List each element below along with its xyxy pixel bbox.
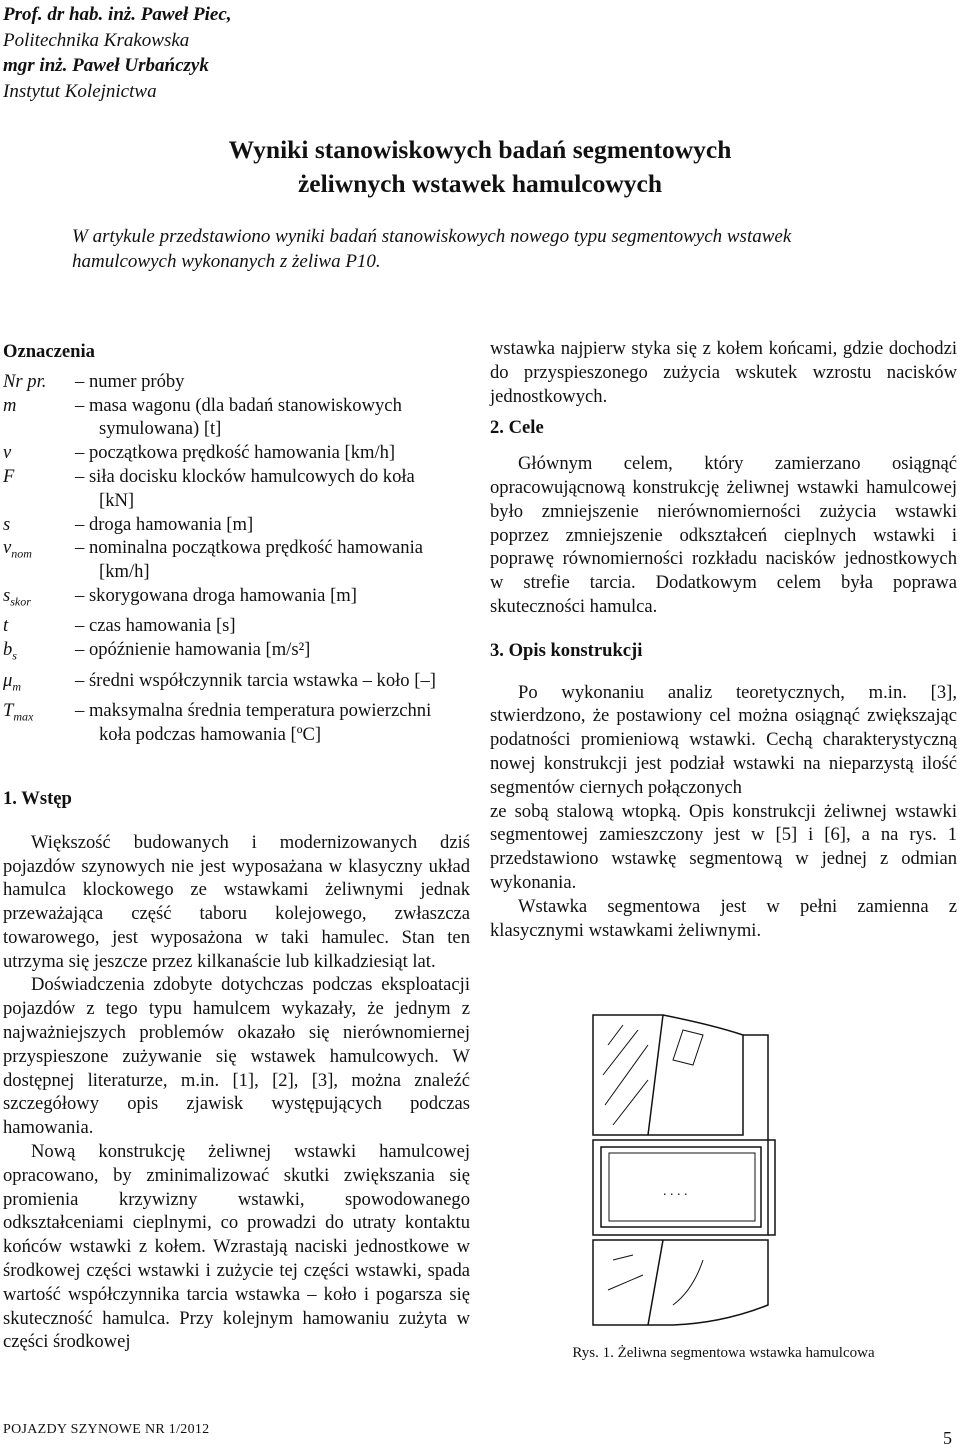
notation-definition: – masa wagonu (dla badań stanowiskowych symulowana) [t] — [75, 394, 402, 440]
notation-definition: – opóźnienie hamowania [m/s²] — [75, 639, 311, 661]
title-line-2: żeliwnych wstawek hamulcowych — [297, 169, 663, 198]
continued-paragraph: wstawka najpierw styka się z kołem końcami, gdzie dochodzi do przyspieszonego zużycia wskutek wzrostu nacisków jednostkowych. — [490, 338, 957, 407]
notation-item — [3, 465, 470, 513]
notation-definition: – droga hamowania [m] — [75, 513, 254, 535]
intro-paragraph-2: Doświadczenia zdobyte dotychczas podczas eksploatacji pojazdów z tego typu hamulcem wykazały, że jednym z najważniejszych problemów okazało się nierównomiernej przyspieszone zużywanie się wstawek hamulcowych. W dostępnej literaturze, m.in. [1], [2], [3], można znaleźć szczegółowy opis zjawisk występujących podczas hamowania. — [3, 974, 470, 1139]
abstract: W artykule przedstawiono wyniki badań stanowiskowych nowego typu segmentowych wstawek hamulcowych wykonanych z żeliwa P10. — [72, 226, 792, 272]
notation-symbol: $b_s$ — [3, 639, 17, 663]
construction-paragraph-1: Po wykonaniu analiz teoretycznych, m.in. [3], stwierdzono, że postawiony cel można osiągnąć zwiększając podatności promieniową wstawki. Cechą charakterystyczną nowej konstrukcji jest podział wstawki na nieparzystą ilość segmentów ciernych połączonych — [490, 681, 957, 798]
notation-item — [3, 669, 470, 700]
notation-symbol: $v_{nom}$ — [3, 537, 32, 562]
notation-definition: – siła docisku klocków hamulcowych do koła [kN] — [75, 465, 415, 511]
notation-symbol: $T_{max}$ — [3, 700, 34, 725]
journal-footer: POJAZDY SZYNOWE NR 1/2012 — [3, 1422, 210, 1437]
construction-paragraph-2: ze sobą stalową wtopką. Opis konstrukcji żeliwnej wstawki segmentowej zamieszczony jest w [5] i [6], a na rys. 1 przedstawiono wstawkę segmentową w jednej z odmian wykonania. — [490, 800, 957, 893]
construction-paragraph-3: Wstawka segmentowa jest w pełni zamienna z klasycznymi wstawkami żeliwnymi. — [490, 895, 957, 941]
notation-item — [3, 441, 470, 465]
notation-symbol: $s_{skor}$ — [3, 584, 31, 609]
notation-symbol: s — [3, 513, 11, 535]
author-1-affiliation: Politechnika Krakowska — [3, 29, 190, 51]
figure-dots: . . . . — [663, 1184, 688, 1199]
notation-definition: – nominalna początkowa prędkość hamowania [km/h] — [75, 537, 423, 583]
notation-item — [3, 699, 470, 747]
goals-paragraph: Głównym celem, który zamierzano osiągnąć opracowującnową konstrukcję żeliwnej wstawki hamulcowej było zmniejszenie nierównomierności zużycia wstawki poprzez zmniejszenie odkształceń cieplnych wstawki i poprawę równomierności rozkładu nacisków jednostkowych w strefie tarcia. Dodatkowym celem była poprawa skuteczności hamulca. — [490, 453, 957, 617]
notation-symbol: $\mu_m$ — [3, 669, 22, 694]
notation-item — [3, 394, 470, 442]
notation-symbol: m — [3, 394, 17, 416]
notation-item — [3, 614, 470, 638]
notation-item — [3, 513, 470, 537]
notation-symbol: t — [3, 615, 9, 637]
notation-definition: – początkowa prędkość hamowania [km/h] — [75, 442, 396, 464]
notation-symbol: Nr pr. — [3, 370, 47, 392]
notation-heading: Oznaczenia — [3, 341, 95, 362]
notation-item — [3, 370, 470, 394]
notation-definition: – średni współczynnik tarcia wstawka – koło [–] — [75, 669, 436, 691]
article-title — [0, 133, 960, 201]
author-2-affiliation: Instytut Kolejnictwa — [3, 80, 157, 102]
notation-definition: – skorygowana droga hamowania [m] — [75, 584, 357, 606]
author-1-name: Prof. dr hab. inż. Paweł Piec, — [3, 4, 232, 25]
brake-shoe-figure — [553, 1005, 913, 1330]
author-block — [3, 2, 232, 104]
notation-definition: – numer próby — [75, 370, 185, 392]
intro-paragraph-3: Nową konstrukcję żeliwnej wstawki hamulcowej opracowano, by zminimalizować skutki zwiększania się promienia krzywizny wstawki, spowodowanego odkształceniami cieplnymi, co prowadzi do utraty kontaktu końców wstawki z kołem. Wzrastają naciski jednostkowe w środkowej części wstawki i zużycie tej części wstawki, spada wartość współczynnika tarcia wstawka – koło i pogarsza się skuteczność hamulca. Przy kolejnym hamowaniu zużyta w części środkowej — [3, 1141, 470, 1353]
notation-symbol: F — [3, 465, 15, 487]
page-number: 5 — [943, 1428, 952, 1448]
notation-definition: – maksymalna średnia temperatura powierzchni koła podczas hamowania [ºC] — [75, 700, 432, 746]
notation-item — [3, 536, 470, 584]
left-column — [3, 340, 470, 1354]
notation-item — [3, 584, 470, 615]
right-column — [490, 337, 957, 942]
notation-definition: – czas hamowania [s] — [75, 615, 236, 637]
goals-heading: 2. Cele — [490, 417, 544, 439]
title-line-1: Wyniki stanowiskowych badań segmentowych — [228, 135, 732, 164]
notation-item — [3, 638, 470, 669]
intro-paragraph-1: Większość budowanych i modernizowanych dziś pojazdów szynowych nie jest wyposażana w klasyczny układ hamulca klockowego ze wstawkami żeliwnymi jednak przeważająca część taboru kolejowego, zwłaszcza towarowego, jest wyposażona w taki hamulec. Stan ten utrzyma się jeszcze przez kilkanaście lub kilkadziesiąt lat. — [3, 831, 470, 972]
notation-symbol: v — [3, 442, 12, 464]
intro-heading: 1. Wstęp — [3, 787, 72, 809]
figure-caption: Rys. 1. Żeliwna segmentowa wstawka hamulcowa — [572, 1345, 875, 1361]
author-2-name: mgr inż. Paweł Urbańczyk — [3, 55, 209, 76]
notation-list — [3, 370, 470, 747]
construction-heading: 3. Opis konstrukcji — [490, 639, 643, 661]
